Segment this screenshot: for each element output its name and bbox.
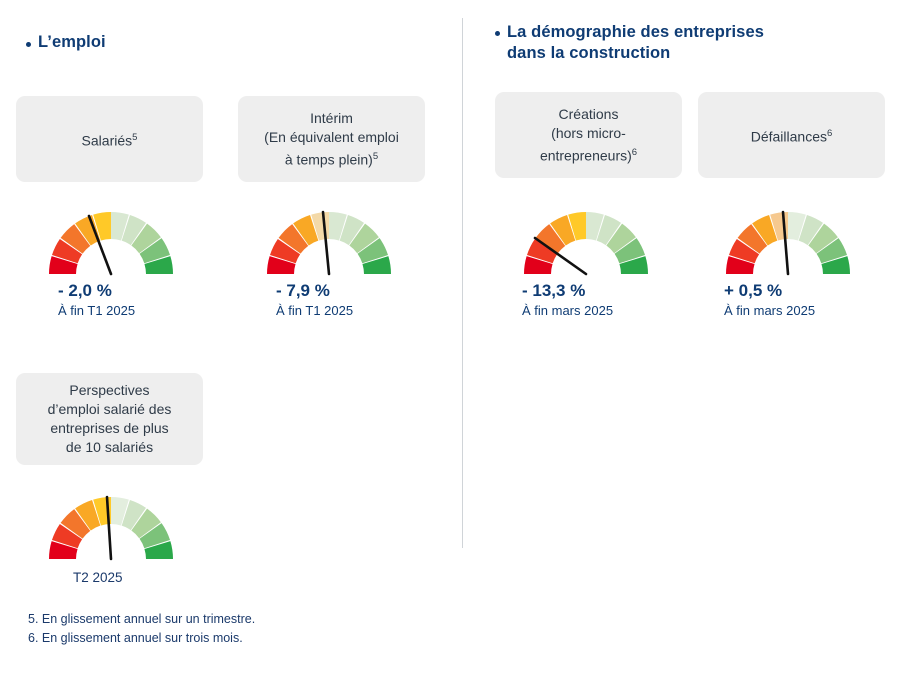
card-creations-note: 6 [631,146,638,158]
card-interim-line2: (En équivalent emploi [264,128,399,145]
card-creations-line3: entrepreneurs) [539,147,632,164]
gauge-salaries-sublabel: À fin T1 2025 [58,303,136,318]
gauge-defaillances [715,198,861,280]
gauge-perspectives-svg [38,483,184,565]
card-interim [238,96,425,182]
gauge-defaillances-value: + 0,5 % [724,281,783,300]
gauge-creations-svg [513,198,659,280]
gauge-salaries-arc-segments [49,212,173,274]
card-defaillances-label: Défaillances [750,128,827,145]
card-salaries-label: Salariés [81,132,133,149]
section-title-demography [507,22,887,64]
card-defaillances [698,92,885,178]
card-interim-line3: à temps plein) [284,151,373,168]
card-interim-note: 5 [372,150,379,162]
bullet-icon-demography [495,31,500,36]
bullet-icon-employment [26,42,31,47]
gauge-interim [256,198,402,280]
gauge-creations-sublabel: À fin mars 2025 [522,303,614,318]
card-perspectives-line1: Perspectives [69,382,150,398]
card-perspectives-line3: entreprises de plus [50,420,169,436]
card-perspectives-line2: d’emploi salarié des [47,401,172,417]
footnotes [28,610,255,648]
section-title-employment: L’emploi [38,33,106,51]
gauge-interim-value: - 7,9 % [276,281,330,300]
card-perspectives [16,373,203,465]
gauge-interim-svg [256,198,402,280]
card-salaries [16,96,203,182]
gauge-perspectives [38,483,184,565]
card-creations-line2: (hors micro- [551,124,626,141]
gauge-salaries-svg [38,198,184,280]
gauge-defaillances-svg [715,198,861,280]
section-title-demography-line2: dans la construction [507,44,671,62]
card-interim-line1: Intérim [310,109,353,126]
gauge-interim-sublabel: À fin T1 2025 [276,303,354,318]
gauge-creations-value: - 13,3 % [522,281,586,300]
card-defaillances-note: 6 [826,127,833,139]
gauge-defaillances-sublabel: À fin mars 2025 [724,303,816,318]
card-creations [495,92,682,178]
footnote-5: 5. En glissement annuel sur un trimestre. [28,612,256,626]
panel-demography [462,0,907,673]
section-title-demography-line1: La démographie des entreprises [507,23,765,41]
footnote-6: 6. En glissement annuel sur trois mois. [28,631,243,645]
gauge-salaries [38,198,184,280]
gauge-creations [513,198,659,280]
card-salaries-note: 5 [132,131,138,143]
gauge-perspectives-sublabel: T2 2025 [73,570,123,585]
gauge-salaries-value: - 2,0 % [58,281,112,300]
card-creations-line1: Créations [558,105,619,122]
card-perspectives-line4: de 10 salariés [65,439,154,455]
